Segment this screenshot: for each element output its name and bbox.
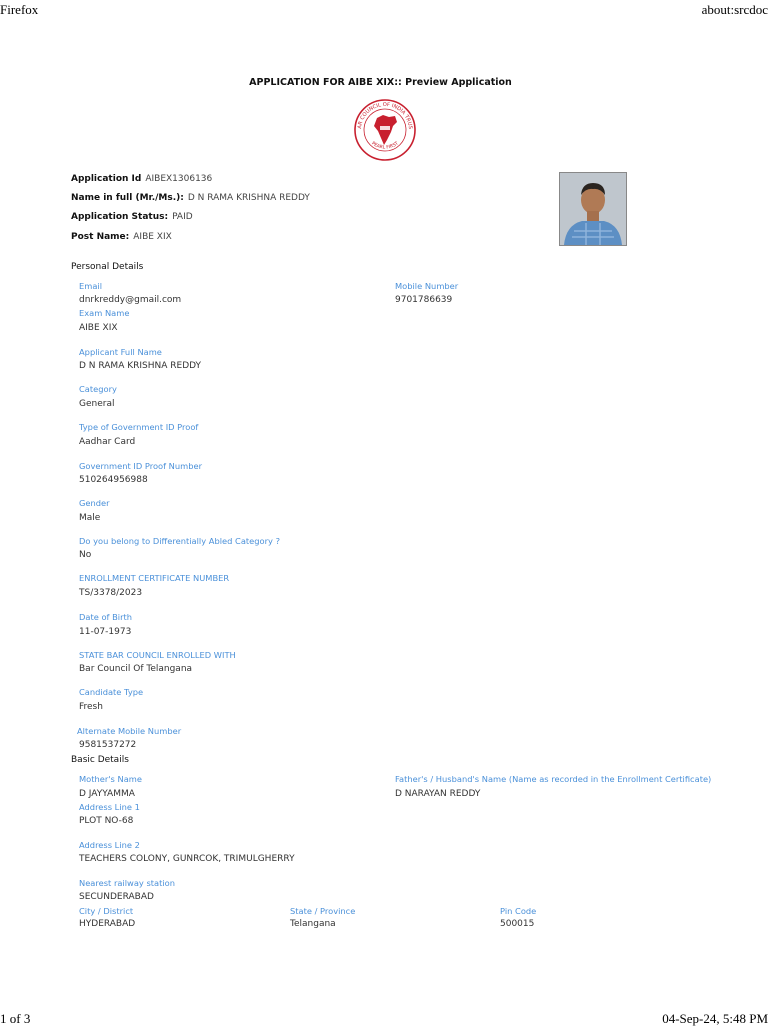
id-proof-type-value: Aadhar Card: [79, 437, 136, 447]
pin-code-label: Pin Code: [500, 906, 537, 916]
dob-label: Date of Birth: [79, 612, 133, 622]
applicant-name-label: Name in full (Mr./Ms.):: [71, 193, 184, 203]
full-name-label: Applicant Full Name: [79, 347, 162, 357]
address-line2-label: Address Line 2: [79, 840, 140, 850]
candidate-type-label: Candidate Type: [79, 687, 144, 697]
enrollment-number-value: TS/3378/2023: [79, 588, 143, 598]
page-url: about:srcdoc: [701, 2, 768, 17]
application-status-value: PAID: [172, 212, 193, 222]
section-personal-details: Personal Details: [71, 262, 144, 272]
full-name-value: D N RAMA KRISHNA REDDY: [79, 361, 202, 371]
svg-text:BAR COUNCIL OF INDIA TRUST: AR COUNCIL OF INDIA TRUS: [356, 101, 414, 130]
state-bar-council-value: Bar Council Of Telangana: [79, 664, 193, 674]
category-value: General: [79, 399, 115, 409]
applicant-photo: [559, 172, 627, 246]
alternate-mobile-value: 9581537272: [79, 740, 137, 750]
father-name-label: Father's / Husband's Name (Name as recorded in the Enrollment Certificate): [395, 774, 712, 784]
id-proof-number-value: 510264956988: [79, 475, 148, 485]
father-name-value: D NARAYAN REDDY: [395, 789, 481, 799]
id-proof-type-label: Type of Government ID Proof: [79, 422, 199, 432]
enrollment-number-label: ENROLLMENT CERTIFICATE NUMBER: [79, 573, 230, 583]
gender-value: Male: [79, 513, 101, 523]
mother-name-label: Mother's Name: [79, 774, 142, 784]
application-status: [71, 212, 193, 222]
post-name: [71, 232, 172, 242]
gender-label: Gender: [79, 498, 110, 508]
disabled-category-value: No: [79, 550, 92, 560]
mother-name-value: D JAYYAMMA: [79, 789, 135, 799]
alternate-mobile-label: Alternate Mobile Number: [77, 726, 182, 736]
page-title: APPLICATION FOR AIBE XIX:: Preview Application: [249, 77, 512, 88]
bar-council-seal-icon: [353, 98, 417, 162]
id-proof-number-label: Government ID Proof Number: [79, 461, 202, 471]
application-id-label: Application Id: [71, 174, 142, 184]
railway-station-value: SECUNDERABAD: [79, 892, 154, 902]
city-label: City / District: [79, 906, 134, 916]
mobile-value: 9701786639: [395, 295, 453, 305]
candidate-type-value: Fresh: [79, 702, 103, 712]
page-number: 1 of 3: [0, 1011, 31, 1026]
mobile-label: Mobile Number: [395, 281, 459, 291]
print-datetime: 04-Sep-24, 5:48 PM: [662, 1011, 768, 1026]
application-status-label: Application Status:: [71, 212, 169, 222]
applicant-name: [71, 193, 310, 203]
exam-name-label: Exam Name: [79, 308, 130, 318]
browser-name: Firefox: [0, 2, 39, 17]
state-value: Telangana: [290, 919, 336, 929]
city-value: HYDERABAD: [79, 919, 136, 929]
email-value: dnrkreddy@gmail.com: [79, 295, 182, 305]
svg-text:PEARL FIRST: PEARL FIRST: [370, 141, 400, 151]
category-label: Category: [79, 384, 117, 394]
state-label: State / Province: [290, 906, 356, 916]
exam-name-value: AIBE XIX: [79, 323, 118, 333]
post-name-value: AIBE XIX: [133, 232, 172, 242]
email-label: Email: [79, 281, 103, 291]
address-line1-value: PLOT NO-68: [79, 816, 134, 826]
address-line1-label: Address Line 1: [79, 802, 140, 812]
application-id-value: AIBEX1306136: [145, 174, 213, 184]
disabled-category-label: Do you belong to Differentially Abled Category ?: [79, 536, 280, 546]
railway-station-label: Nearest railway station: [79, 878, 176, 888]
application-id: [71, 174, 212, 184]
post-name-label: Post Name:: [71, 232, 130, 242]
state-bar-council-label: STATE BAR COUNCIL ENROLLED WITH: [79, 650, 236, 660]
address-line2-value: TEACHERS COLONY, GUNRCOK, TRIMULGHERRY: [79, 854, 295, 864]
section-basic-details: Basic Details: [71, 755, 129, 765]
person-photo-icon: [560, 173, 626, 245]
dob-value: 11-07-1973: [79, 627, 132, 637]
pin-code-value: 500015: [500, 919, 535, 929]
applicant-name-value: D N RAMA KRISHNA REDDY: [187, 193, 310, 203]
